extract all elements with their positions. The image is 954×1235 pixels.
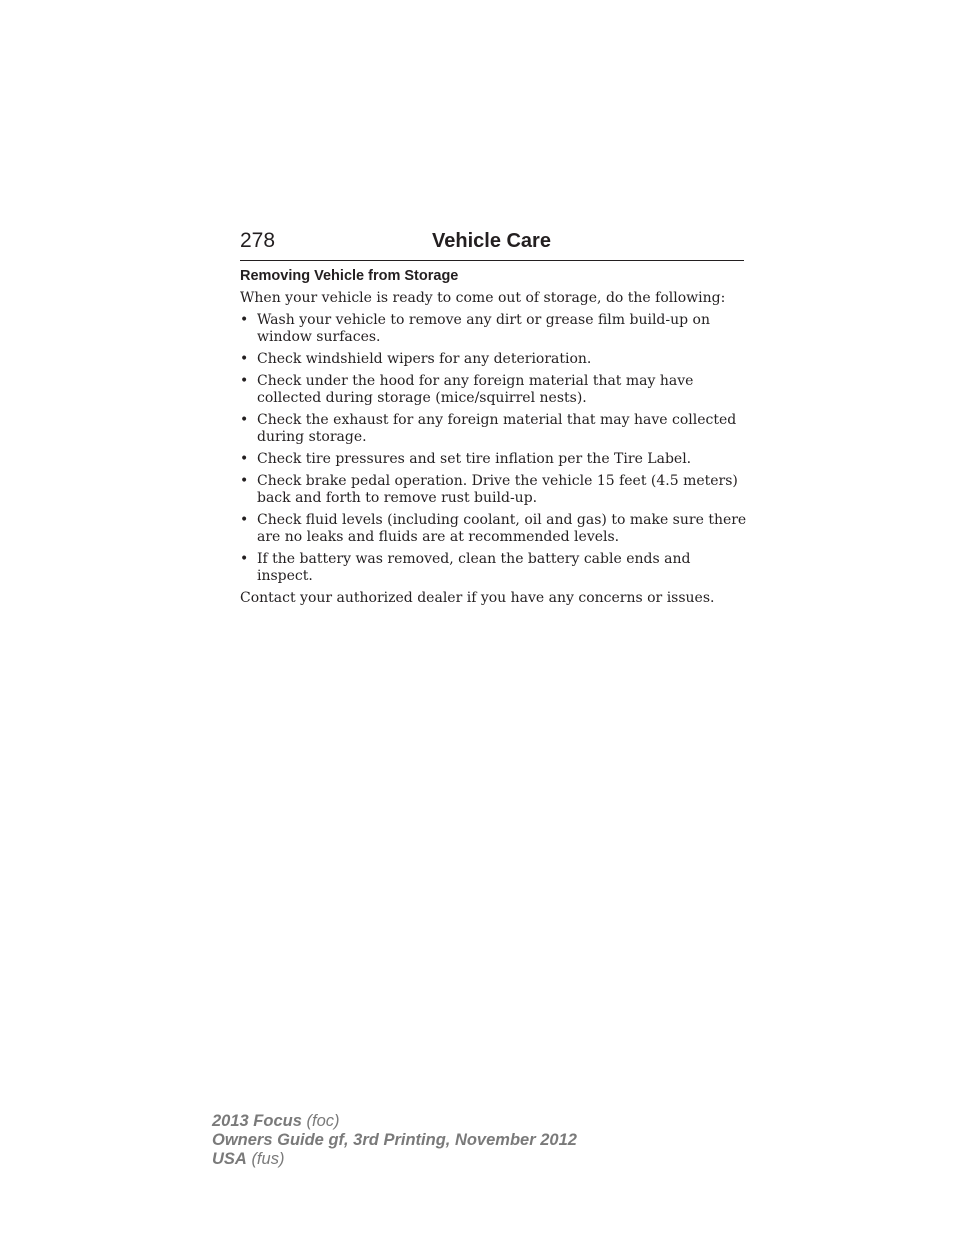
bullet-icon: • — [240, 451, 249, 467]
list-item — [240, 473, 750, 507]
list-item — [240, 551, 750, 585]
page-header — [240, 228, 744, 261]
footer-line-edition — [212, 1131, 577, 1150]
list-item — [240, 512, 750, 546]
list-item — [240, 451, 750, 468]
bullet-icon: • — [240, 551, 249, 567]
bullet-list — [240, 312, 750, 585]
footer-line-market — [212, 1150, 577, 1169]
list-item — [240, 373, 750, 407]
footer-model-code: (foc) — [306, 1112, 340, 1130]
section-heading: Removing Vehicle from Storage — [240, 268, 459, 284]
bullet-icon: • — [240, 373, 249, 389]
list-item-text: Wash your vehicle to remove any dirt or grease film build-up on window surfaces. — [257, 312, 710, 345]
footer-edition: Owners Guide gf, 3rd Printing, November 2012 — [212, 1131, 577, 1149]
page-content — [240, 267, 750, 612]
footer-market-code: (fus) — [251, 1150, 285, 1168]
list-item — [240, 412, 750, 446]
page-number: 278 — [240, 229, 276, 252]
bullet-icon: • — [240, 351, 249, 367]
intro-paragraph: When your vehicle is ready to come out of storage, do the following: — [240, 290, 726, 306]
list-item-text: Check the exhaust for any foreign material that may have collected during storage. — [257, 412, 737, 445]
closing-paragraph: Contact your authorized dealer if you have any concerns or issues. — [240, 590, 715, 606]
list-item-text: Check windshield wipers for any deterioration. — [257, 351, 592, 367]
footer-market-name: USA — [212, 1150, 247, 1168]
list-item-text: If the battery was removed, clean the battery cable ends and inspect. — [257, 551, 691, 584]
list-item — [240, 351, 750, 368]
bullet-icon: • — [240, 473, 249, 489]
list-item-text: Check brake pedal operation. Drive the vehicle 15 feet (4.5 meters) back and forth to remove rust build-up. — [257, 473, 738, 506]
section-title: Vehicle Care — [432, 230, 551, 252]
bullet-icon: • — [240, 412, 249, 428]
page-footer — [212, 1112, 577, 1169]
bullet-icon: • — [240, 312, 249, 328]
list-item-text: Check tire pressures and set tire inflation per the Tire Label. — [257, 451, 692, 467]
footer-line-model — [212, 1112, 577, 1131]
list-item-text: Check fluid levels (including coolant, oil and gas) to make sure there are no leaks and fluids are at recommended levels. — [257, 512, 747, 545]
list-item — [240, 312, 750, 346]
list-item-text: Check under the hood for any foreign material that may have collected during storage (mice/squirrel nests). — [257, 373, 694, 406]
footer-model-name: 2013 Focus — [212, 1112, 302, 1130]
bullet-icon: • — [240, 512, 249, 528]
